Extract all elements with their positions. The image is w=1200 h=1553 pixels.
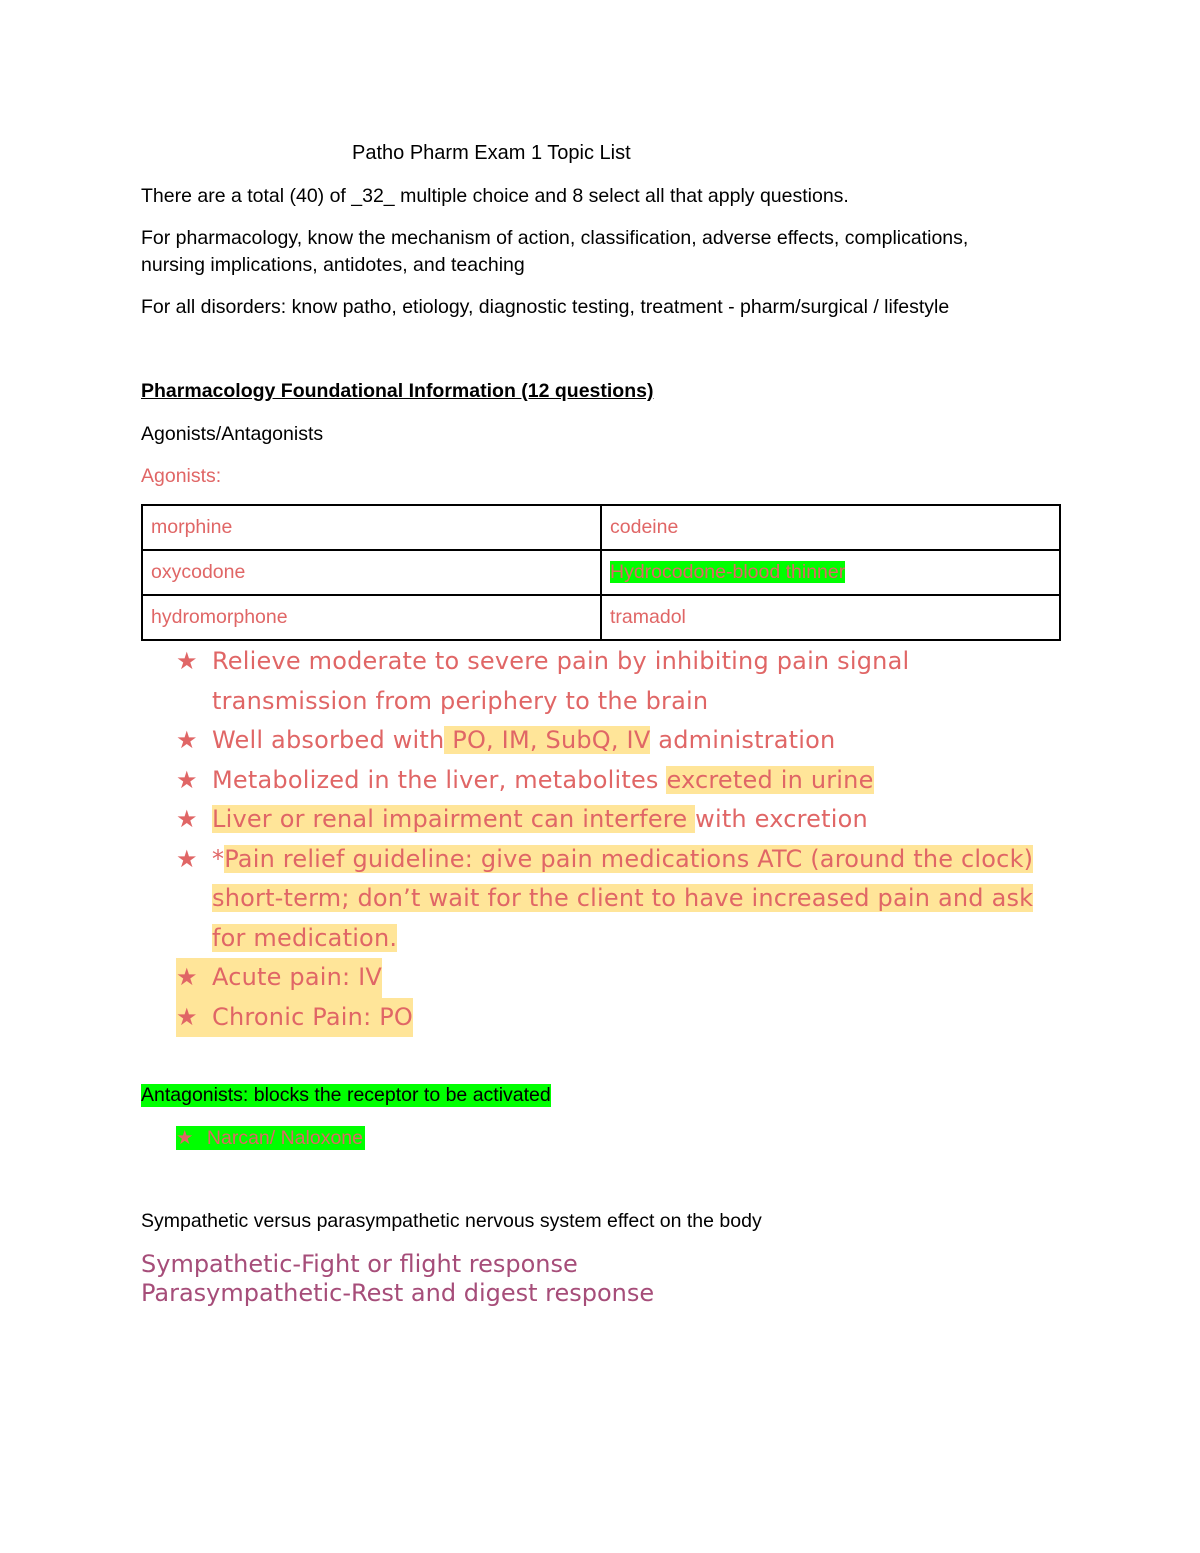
- highlighted-cell-text: Hydrocodone-blood thinner: [610, 561, 846, 583]
- table-cell: hydromorphone: [142, 595, 601, 640]
- agonists-label: Agonists:: [141, 465, 222, 487]
- bullet-text: *: [212, 844, 225, 873]
- sympathetic-line: Sympathetic-Fight or flight response: [141, 1250, 578, 1278]
- intro-pharmacology-line2: nursing implications, antidotes, and teaching: [141, 254, 525, 276]
- list-item: [176, 800, 1056, 840]
- table-row: [142, 505, 1060, 550]
- star-bullet-icon: ★: [176, 1127, 194, 1149]
- bullet-text: with excretion: [695, 805, 868, 833]
- bullet-text: administration: [650, 726, 836, 754]
- table-cell: [601, 550, 1060, 595]
- agonists-table: [141, 504, 1061, 641]
- table-cell: morphine: [142, 505, 601, 550]
- bullet-text: Metabolized in the liver, metabolites: [212, 765, 667, 794]
- list-item: [176, 761, 1056, 801]
- agonist-bullet-list: [176, 642, 1056, 1037]
- bullet-text: Well absorbed with: [212, 726, 445, 754]
- highlighted-text: short-term; don’t wait for the client to have increased pain and ask: [212, 884, 1034, 912]
- antagonists-heading: Antagonists: blocks the receptor to be activated: [141, 1084, 551, 1106]
- table-cell: tramadol: [601, 595, 1060, 640]
- highlighted-text: PO, IM, SubQ, IV: [444, 726, 651, 754]
- star-bullet-icon: ★: [176, 726, 198, 754]
- table-row: [142, 550, 1060, 595]
- list-item: [176, 642, 1056, 721]
- highlighted-text: Pain relief guideline: give pain medications ATC (around the clock): [224, 844, 1034, 873]
- list-item: [176, 1126, 365, 1150]
- bullet-text: Relieve moderate to severe pain by inhibiting pain signal: [212, 647, 910, 675]
- narcan-text: Narcan/ Naloxone: [206, 1127, 363, 1149]
- list-item: [176, 721, 1056, 761]
- highlighted-text: Acute pain: IV: [212, 963, 383, 991]
- intro-disorders: For all disorders: know patho, etiology, diagnostic testing, treatment - pharm/surgical / lifestyle: [141, 296, 950, 318]
- list-item: [176, 998, 413, 1038]
- intro-question-count: There are a total (40) of _32_ multiple choice and 8 select all that apply questions.: [141, 185, 849, 207]
- nervous-system-question: Sympathetic versus parasympathetic nervous system effect on the body: [141, 1210, 762, 1232]
- star-bullet-icon: ★: [176, 765, 198, 794]
- intro-pharmacology-line1: For pharmacology, know the mechanism of action, classification, adverse effects, complications,: [141, 227, 969, 249]
- star-bullet-icon: ★: [176, 647, 198, 675]
- star-bullet-icon: ★: [176, 805, 198, 833]
- star-bullet-icon: ★: [176, 844, 198, 873]
- table-cell: oxycodone: [142, 550, 601, 595]
- table-row: [142, 595, 1060, 640]
- bullet-text: transmission from periphery to the brain: [212, 686, 709, 715]
- table-cell: codeine: [601, 505, 1060, 550]
- star-bullet-icon: ★: [176, 1002, 198, 1031]
- highlighted-text: excreted in urine: [666, 765, 874, 794]
- highlighted-text: Chronic Pain: PO: [212, 1002, 413, 1031]
- star-bullet-icon: ★: [176, 963, 198, 991]
- parasympathetic-line: Parasympathetic-Rest and digest response: [141, 1279, 655, 1307]
- subheading: Agonists/Antagonists: [141, 423, 324, 445]
- highlighted-text: Liver or renal impairment can interfere: [212, 805, 696, 833]
- list-item: [176, 840, 1056, 959]
- document-title: Patho Pharm Exam 1 Topic List: [352, 142, 631, 164]
- section-heading: Pharmacology Foundational Information (12 questions): [141, 380, 654, 402]
- highlighted-text: for medication.: [212, 923, 398, 952]
- list-item: [176, 958, 382, 998]
